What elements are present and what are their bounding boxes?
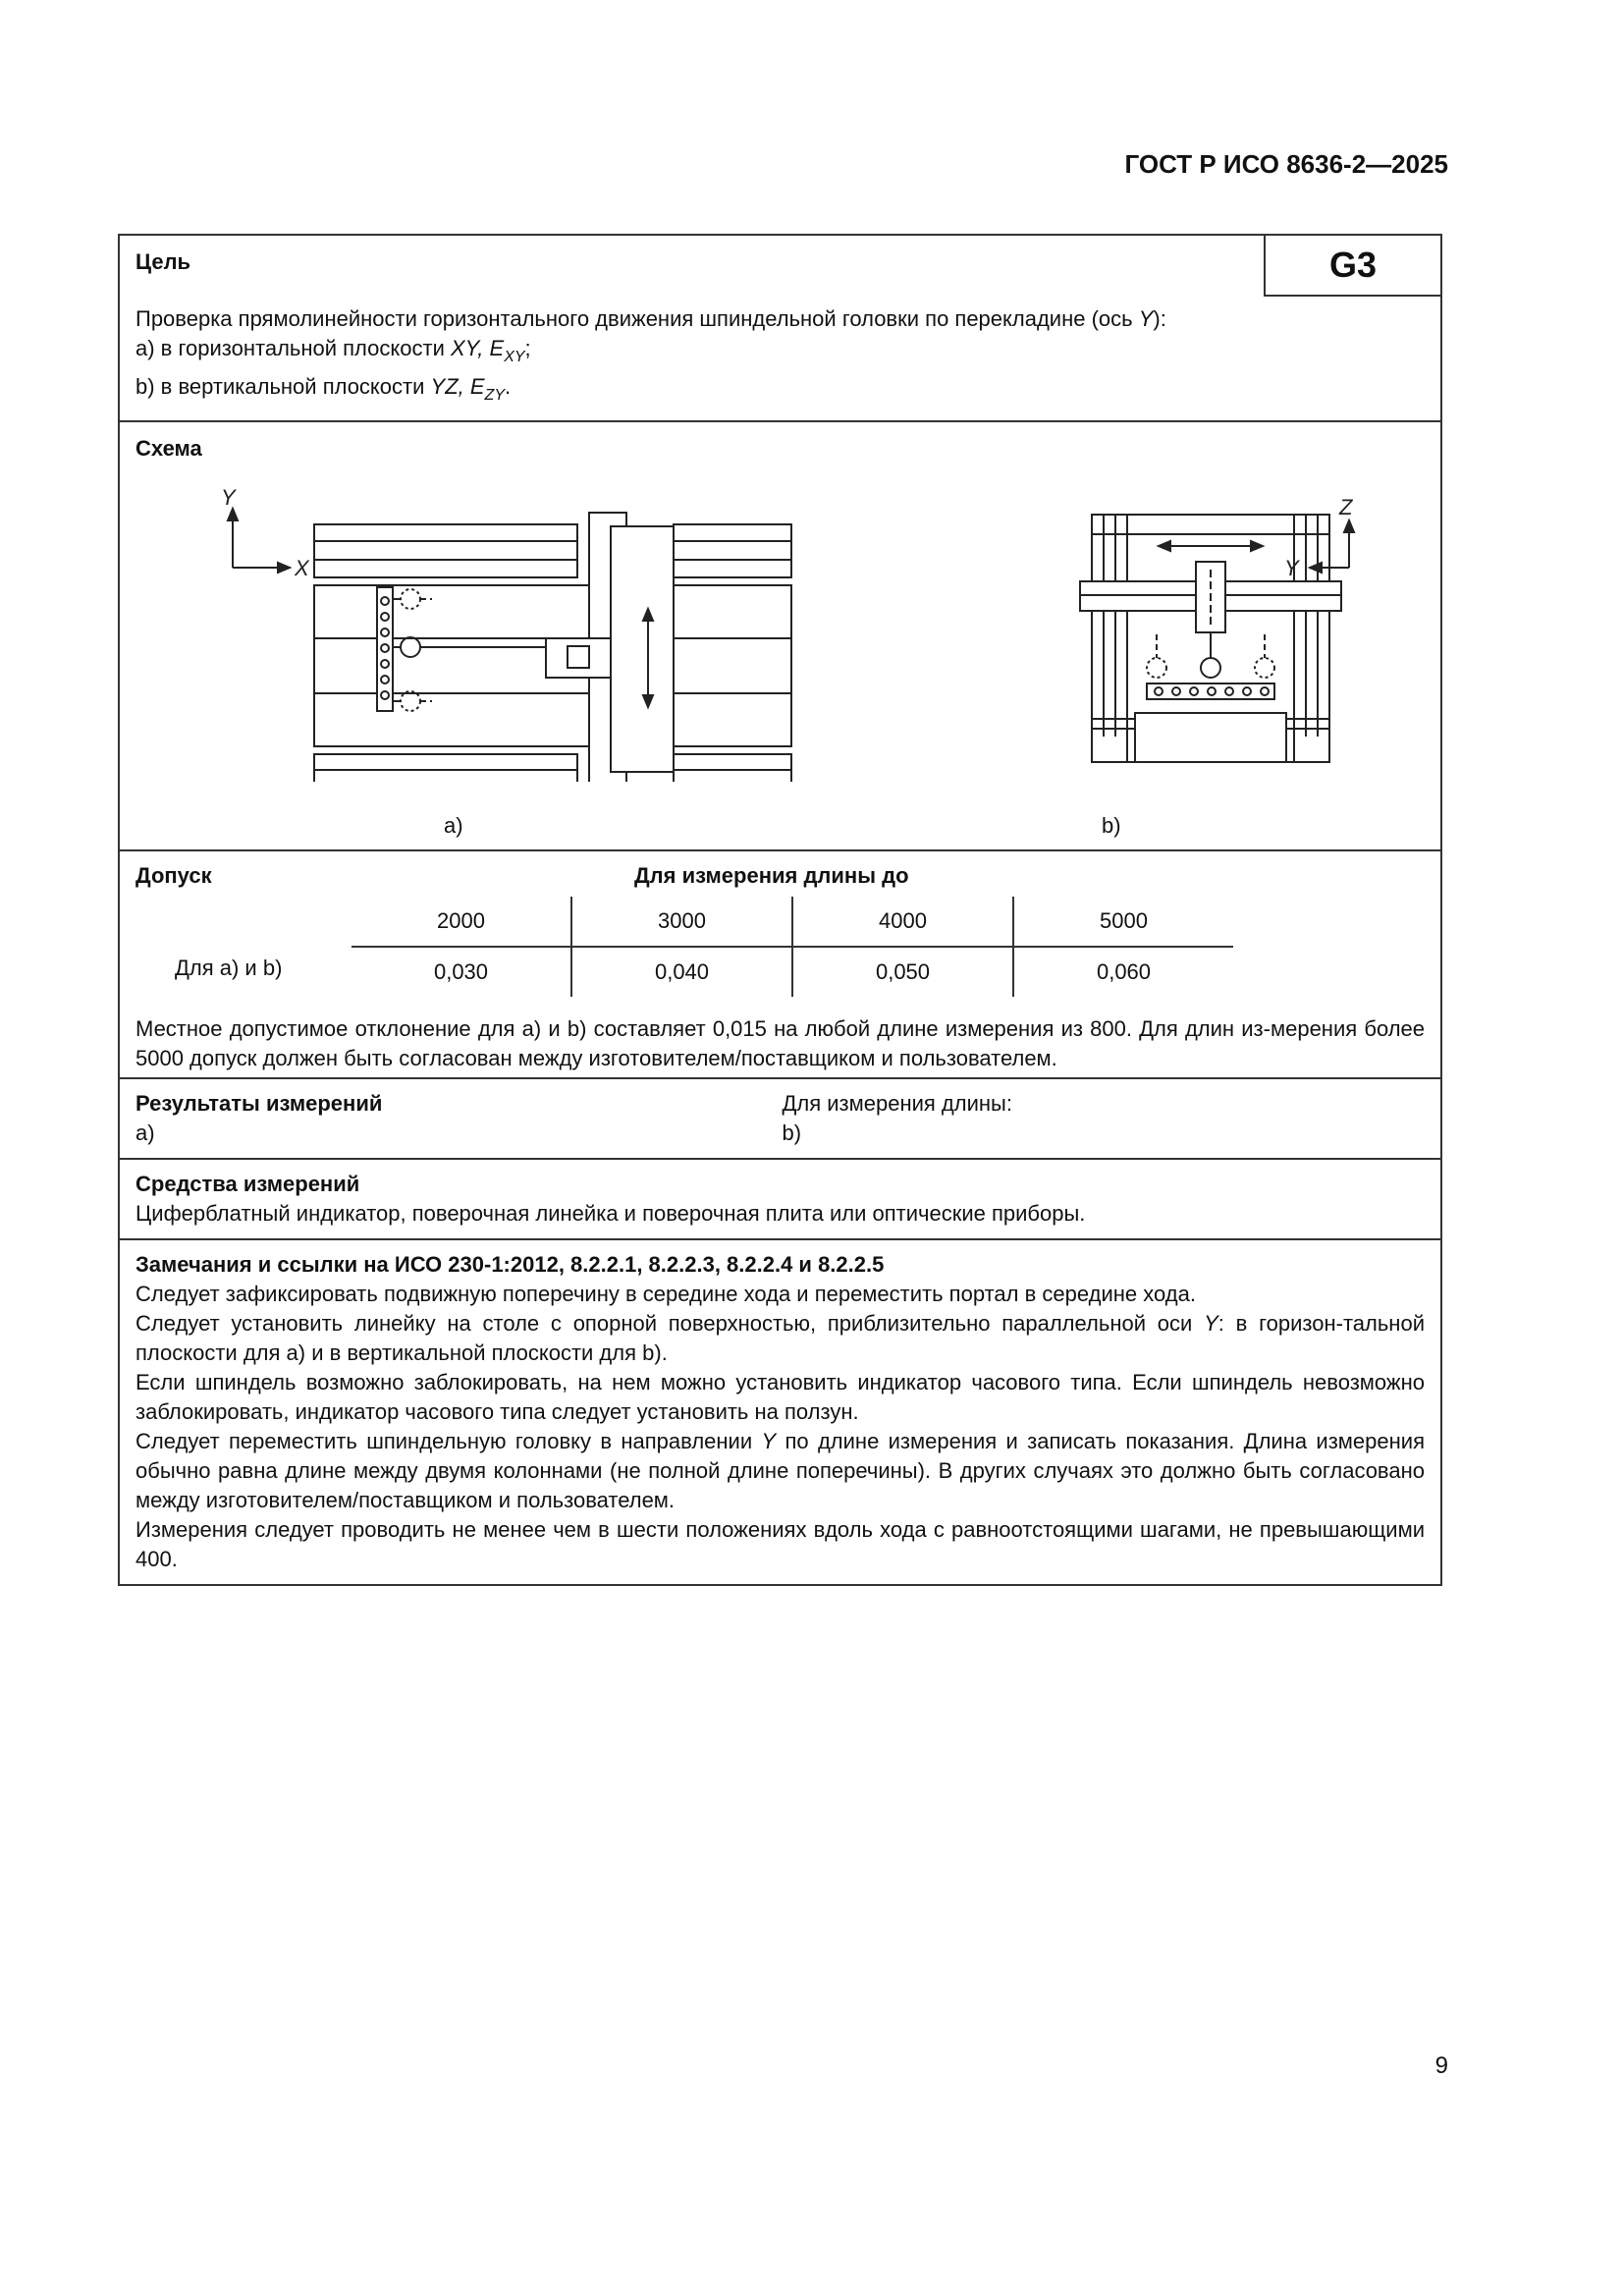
remarks-section (120, 1240, 1440, 1584)
results-section (120, 1079, 1440, 1160)
figure-a-y-axis-label: Y (221, 487, 236, 510)
remarks-paragraph-1: Следует зафиксировать подвижную поперечину в середине хода и переместить портал в середине хода. (135, 1282, 1196, 1306)
instruments-text: Циферблатный индикатор, поверочная линейка и поверочная плита или оптические приборы. (135, 1201, 1086, 1226)
figure-b-z-axis-label: Z (1339, 495, 1353, 519)
scheme-label: Схема (135, 436, 202, 461)
results-a: a) (135, 1121, 155, 1145)
tolerance-table (352, 897, 1233, 997)
remarks-paragraph-3: Если шпиндель возможно заблокировать, на нем можно установить индикатор часового типа. Если шпиндель невозможно заблокировать, индикатор часового типа следует установить на ползун. (135, 1370, 1425, 1424)
remarks-paragraph-5: Измерения следует проводить не менее чем в шести положениях вдоль хода с равноотстоящими шагами, не превышающими 400. (135, 1517, 1425, 1571)
tolerance-value-2000: 0,030 (433, 959, 489, 984)
results-b: b) (782, 1121, 802, 1145)
results-length-label: Для измерения длины: (782, 1091, 1012, 1116)
tolerance-note: Местное допустимое отклонение для a) и b) составляет 0,015 на любой длине измерения из 800. Для длин из-мерения более 5000 допуск должен быть согласован между изготовителем/поставщиком и пользователем. (135, 1016, 1425, 1070)
figure-a-x-axis-label: X (295, 556, 309, 580)
length-3000: 3000 (571, 897, 792, 947)
length-2000: 2000 (352, 897, 571, 947)
scheme-section (120, 422, 1440, 851)
tolerance-row-label: Для a) и b) (175, 956, 283, 980)
figure-b-caption: b) (1102, 813, 1121, 838)
figure-b-y-axis-label: Y (1284, 556, 1299, 580)
goal-section (120, 236, 1440, 422)
tolerance-column-group: Для измерения длины до (634, 863, 909, 888)
length-5000: 5000 (1013, 897, 1233, 947)
remarks-label: Замечания и ссылки на ИСО 230-1:2012, 8.2.2.1, 8.2.2.3, 8.2.2.4 и 8.2.2.5 (135, 1252, 885, 1277)
results-label: Результаты измерений (135, 1091, 383, 1116)
tolerance-value-4000: 0,050 (792, 947, 1013, 997)
tolerance-value-3000: 0,040 (571, 947, 792, 997)
remarks-paragraph-4: Следует переместить шпиндельную головку в направлении Y по длине измерения и записать показания. Длина измерения обычно равна длине между двумя колоннами (не полной длине поперечины). В других случаях это должно быть согласовано между изготовителем/поставщиком и пользователем. (135, 1429, 1425, 1512)
tolerance-section (120, 851, 1440, 1079)
instruments-label: Средства измерений (135, 1172, 360, 1196)
figure-a-top-view (218, 487, 925, 782)
instruments-section (120, 1160, 1440, 1240)
test-code: G3 (1264, 236, 1440, 297)
goal-text: Проверка прямолинейности горизонтального движения шпиндельной головки по перекладине (ось Y): a) в горизонтальной плоскости XY, $E_{XY}$; b) в вертикальной плоскости YZ, $E_{ZY}$. (135, 306, 1166, 404)
figure-a-caption: a) (444, 813, 463, 838)
tolerance-label: Допуск (135, 863, 212, 888)
tolerance-value-5000: 0,060 (1013, 947, 1233, 997)
goal-label: Цель (135, 249, 191, 274)
remarks-paragraph-2: Следует установить линейку на столе с опорной поверхностью, приблизительно параллельной оси Y: в горизон-тальной плоскости для a) и в вертикальной плоскости для b). (135, 1311, 1425, 1365)
test-specification-table (118, 234, 1442, 1586)
document-code: ГОСТ Р ИСО 8636-2—2025 (1124, 149, 1448, 179)
figure-b-side-view (945, 487, 1416, 782)
length-4000: 4000 (792, 897, 1013, 947)
page-number: 9 (1434, 2052, 1448, 2079)
